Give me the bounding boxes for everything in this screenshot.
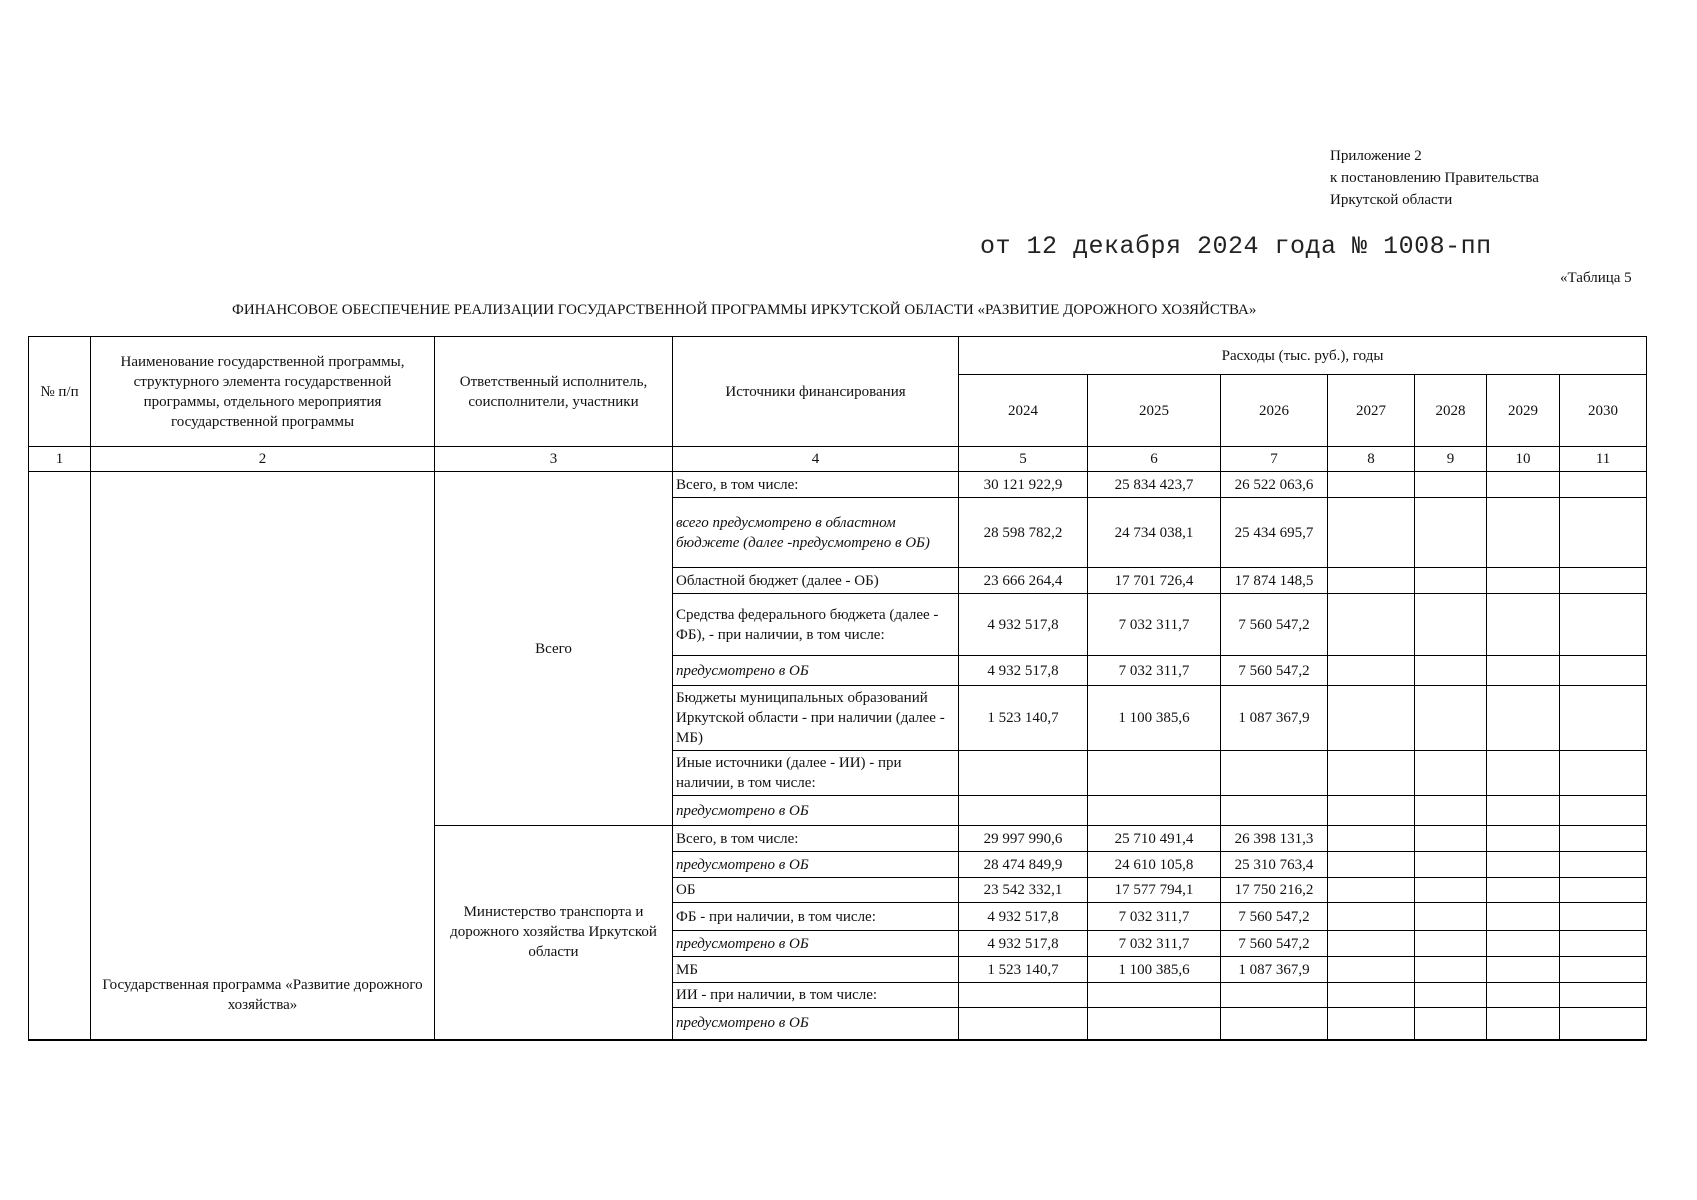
financing-table: [28, 336, 1647, 1041]
funding-source-cell: ИИ - при наличии, в том числе:: [673, 983, 959, 1008]
funding-source-cell: предусмотрено в ОБ: [673, 1008, 959, 1040]
amount-cell-2029: [1487, 751, 1560, 796]
amount-cell-2030: [1560, 594, 1647, 656]
column-index-6: 6: [1088, 447, 1221, 472]
header-year-2027: 2027: [1328, 375, 1415, 447]
amount-cell-2025: [1088, 983, 1221, 1008]
amount-cell-2024: 23 666 264,4: [959, 568, 1088, 594]
amount-cell-2029: [1487, 656, 1560, 686]
amount-cell-2025: 7 032 311,7: [1088, 903, 1221, 931]
amount-cell-2028: [1415, 826, 1487, 852]
amount-cell-2028: [1415, 796, 1487, 826]
amount-cell-2026: 26 398 131,3: [1221, 826, 1328, 852]
amount-cell-2025: 7 032 311,7: [1088, 594, 1221, 656]
amount-cell-2029: [1487, 957, 1560, 983]
header-year-2024: 2024: [959, 375, 1088, 447]
amount-cell-2024: [959, 983, 1088, 1008]
header-expenses: Расходы (тыс. руб.), годы: [959, 337, 1647, 375]
funding-source-cell: Всего, в том числе:: [673, 826, 959, 852]
amount-cell-2027: [1328, 498, 1415, 568]
amount-cell-2025: 7 032 311,7: [1088, 931, 1221, 957]
amount-cell-2026: 1 087 367,9: [1221, 686, 1328, 751]
amount-cell-2029: [1487, 1008, 1560, 1040]
column-index-8: 8: [1328, 447, 1415, 472]
amount-cell-2026: 26 522 063,6: [1221, 472, 1328, 498]
header-year-2025: 2025: [1088, 375, 1221, 447]
appendix-line-2: к постановлению Правительства: [1330, 170, 1539, 186]
column-index-2: 2: [91, 447, 435, 472]
amount-cell-2030: [1560, 903, 1647, 931]
amount-cell-2025: 1 100 385,6: [1088, 957, 1221, 983]
amount-cell-2025: 7 032 311,7: [1088, 656, 1221, 686]
amount-cell-2027: [1328, 852, 1415, 878]
amount-cell-2029: [1487, 878, 1560, 903]
amount-cell-2030: [1560, 656, 1647, 686]
column-index-1: 1: [29, 447, 91, 472]
amount-cell-2028: [1415, 957, 1487, 983]
amount-cell-2027: [1328, 1008, 1415, 1040]
amount-cell-2026: 7 560 547,2: [1221, 594, 1328, 656]
funding-source-cell: предусмотрено в ОБ: [673, 931, 959, 957]
table-reference: «Таблица 5: [1560, 270, 1632, 286]
amount-cell-2028: [1415, 656, 1487, 686]
amount-cell-2026: 17 874 148,5: [1221, 568, 1328, 594]
amount-cell-2024: 4 932 517,8: [959, 931, 1088, 957]
amount-cell-2027: [1328, 751, 1415, 796]
executor-cell: Всего: [435, 472, 673, 826]
appendix-line-1: Приложение 2: [1330, 148, 1422, 164]
amount-cell-2027: [1328, 656, 1415, 686]
funding-source-cell: Средства федерального бюджета (далее - ФБ), - при наличии, в том числе:: [673, 594, 959, 656]
amount-cell-2027: [1328, 796, 1415, 826]
column-index-11: 11: [1560, 447, 1647, 472]
appendix-block: [1330, 145, 1539, 211]
header-source: Источники финансирования: [673, 337, 959, 447]
header-name: Наименование государственной программы, структурного элемента государственной программы, отдельного мероприятия государственной программы: [91, 337, 435, 447]
amount-cell-2026: 17 750 216,2: [1221, 878, 1328, 903]
amount-cell-2028: [1415, 983, 1487, 1008]
amount-cell-2028: [1415, 686, 1487, 751]
header-year-2030: 2030: [1560, 375, 1647, 447]
funding-source-cell: Иные источники (далее - ИИ) - при наличии, в том числе:: [673, 751, 959, 796]
amount-cell-2024: 4 932 517,8: [959, 594, 1088, 656]
amount-cell-2028: [1415, 498, 1487, 568]
funding-source-cell: МБ: [673, 957, 959, 983]
amount-cell-2029: [1487, 472, 1560, 498]
amount-cell-2027: [1328, 826, 1415, 852]
amount-cell-2027: [1328, 931, 1415, 957]
amount-cell-2029: [1487, 852, 1560, 878]
amount-cell-2024: [959, 751, 1088, 796]
amount-cell-2030: [1560, 686, 1647, 751]
amount-cell-2030: [1560, 568, 1647, 594]
amount-cell-2024: 4 932 517,8: [959, 903, 1088, 931]
funding-source-cell: Бюджеты муниципальных образований Иркутской области - при наличии (далее - МБ): [673, 686, 959, 751]
amount-cell-2030: [1560, 983, 1647, 1008]
amount-cell-2024: 1 523 140,7: [959, 686, 1088, 751]
header-num: № п/п: [29, 337, 91, 447]
funding-source-cell: Областной бюджет (далее - ОБ): [673, 568, 959, 594]
amount-cell-2028: [1415, 878, 1487, 903]
amount-cell-2025: 1 100 385,6: [1088, 686, 1221, 751]
decree-stamp: от 12 декабря 2024 года № 1008-пп: [980, 232, 1492, 261]
amount-cell-2026: 25 310 763,4: [1221, 852, 1328, 878]
amount-cell-2029: [1487, 826, 1560, 852]
column-index-4: 4: [673, 447, 959, 472]
amount-cell-2029: [1487, 594, 1560, 656]
column-index-3: 3: [435, 447, 673, 472]
program-name-cell: Государственная программа «Развитие дорожного хозяйства»: [91, 472, 435, 1040]
column-index-10: 10: [1487, 447, 1560, 472]
amount-cell-2026: [1221, 983, 1328, 1008]
amount-cell-2029: [1487, 796, 1560, 826]
amount-cell-2024: 28 598 782,2: [959, 498, 1088, 568]
amount-cell-2030: [1560, 878, 1647, 903]
amount-cell-2030: [1560, 1008, 1647, 1040]
amount-cell-2028: [1415, 594, 1487, 656]
amount-cell-2027: [1328, 568, 1415, 594]
amount-cell-2030: [1560, 796, 1647, 826]
amount-cell-2027: [1328, 686, 1415, 751]
row-number-cell: [29, 472, 91, 1040]
amount-cell-2026: [1221, 751, 1328, 796]
amount-cell-2028: [1415, 472, 1487, 498]
amount-cell-2029: [1487, 983, 1560, 1008]
amount-cell-2030: [1560, 852, 1647, 878]
amount-cell-2024: 30 121 922,9: [959, 472, 1088, 498]
amount-cell-2026: 1 087 367,9: [1221, 957, 1328, 983]
amount-cell-2028: [1415, 852, 1487, 878]
amount-cell-2029: [1487, 931, 1560, 957]
amount-cell-2024: 4 932 517,8: [959, 656, 1088, 686]
funding-source-cell: предусмотрено в ОБ: [673, 796, 959, 826]
header-year-2029: 2029: [1487, 375, 1560, 447]
amount-cell-2030: [1560, 931, 1647, 957]
amount-cell-2024: 29 997 990,6: [959, 826, 1088, 852]
amount-cell-2027: [1328, 903, 1415, 931]
amount-cell-2028: [1415, 568, 1487, 594]
funding-source-cell: ФБ - при наличии, в том числе:: [673, 903, 959, 931]
amount-cell-2027: [1328, 983, 1415, 1008]
header-year-2028: 2028: [1415, 375, 1487, 447]
amount-cell-2026: 7 560 547,2: [1221, 903, 1328, 931]
amount-cell-2027: [1328, 957, 1415, 983]
amount-cell-2025: [1088, 1008, 1221, 1040]
amount-cell-2026: 25 434 695,7: [1221, 498, 1328, 568]
amount-cell-2030: [1560, 826, 1647, 852]
funding-source-cell: всего предусмотрено в областном бюджете (далее -предусмотрено в ОБ): [673, 498, 959, 568]
amount-cell-2028: [1415, 1008, 1487, 1040]
amount-cell-2024: 28 474 849,9: [959, 852, 1088, 878]
column-index-7: 7: [1221, 447, 1328, 472]
amount-cell-2025: 17 701 726,4: [1088, 568, 1221, 594]
appendix-line-3: Иркутской области: [1330, 192, 1453, 208]
amount-cell-2027: [1328, 878, 1415, 903]
amount-cell-2024: 23 542 332,1: [959, 878, 1088, 903]
column-index-9: 9: [1415, 447, 1487, 472]
amount-cell-2026: 7 560 547,2: [1221, 931, 1328, 957]
amount-cell-2025: 25 710 491,4: [1088, 826, 1221, 852]
document-title: ФИНАНСОВОЕ ОБЕСПЕЧЕНИЕ РЕАЛИЗАЦИИ ГОСУДАРСТВЕННОЙ ПРОГРАММЫ ИРКУТСКОЙ ОБЛАСТИ «РАЗВИТИЕ ДОРОЖНОГО ХОЗЯЙСТВА»: [232, 302, 1257, 318]
table-row: [29, 472, 1647, 498]
amount-cell-2029: [1487, 498, 1560, 568]
amount-cell-2028: [1415, 903, 1487, 931]
executor-cell: Министерство транспорта и дорожного хозяйства Иркутской области: [435, 826, 673, 1040]
amount-cell-2029: [1487, 686, 1560, 751]
amount-cell-2025: [1088, 796, 1221, 826]
amount-cell-2025: [1088, 751, 1221, 796]
funding-source-cell: ОБ: [673, 878, 959, 903]
amount-cell-2028: [1415, 751, 1487, 796]
amount-cell-2030: [1560, 957, 1647, 983]
amount-cell-2029: [1487, 903, 1560, 931]
amount-cell-2029: [1487, 568, 1560, 594]
amount-cell-2026: [1221, 796, 1328, 826]
amount-cell-2028: [1415, 931, 1487, 957]
amount-cell-2030: [1560, 472, 1647, 498]
column-index-5: 5: [959, 447, 1088, 472]
amount-cell-2025: 25 834 423,7: [1088, 472, 1221, 498]
funding-source-cell: предусмотрено в ОБ: [673, 656, 959, 686]
header-executor: Ответственный исполнитель, соисполнители, участники: [435, 337, 673, 447]
header-year-2026: 2026: [1221, 375, 1328, 447]
amount-cell-2024: [959, 796, 1088, 826]
funding-source-cell: предусмотрено в ОБ: [673, 852, 959, 878]
amount-cell-2025: 24 734 038,1: [1088, 498, 1221, 568]
amount-cell-2026: [1221, 1008, 1328, 1040]
amount-cell-2024: [959, 1008, 1088, 1040]
funding-source-cell: Всего, в том числе:: [673, 472, 959, 498]
amount-cell-2025: 17 577 794,1: [1088, 878, 1221, 903]
amount-cell-2027: [1328, 472, 1415, 498]
amount-cell-2025: 24 610 105,8: [1088, 852, 1221, 878]
amount-cell-2026: 7 560 547,2: [1221, 656, 1328, 686]
amount-cell-2030: [1560, 751, 1647, 796]
amount-cell-2027: [1328, 594, 1415, 656]
amount-cell-2030: [1560, 498, 1647, 568]
amount-cell-2024: 1 523 140,7: [959, 957, 1088, 983]
